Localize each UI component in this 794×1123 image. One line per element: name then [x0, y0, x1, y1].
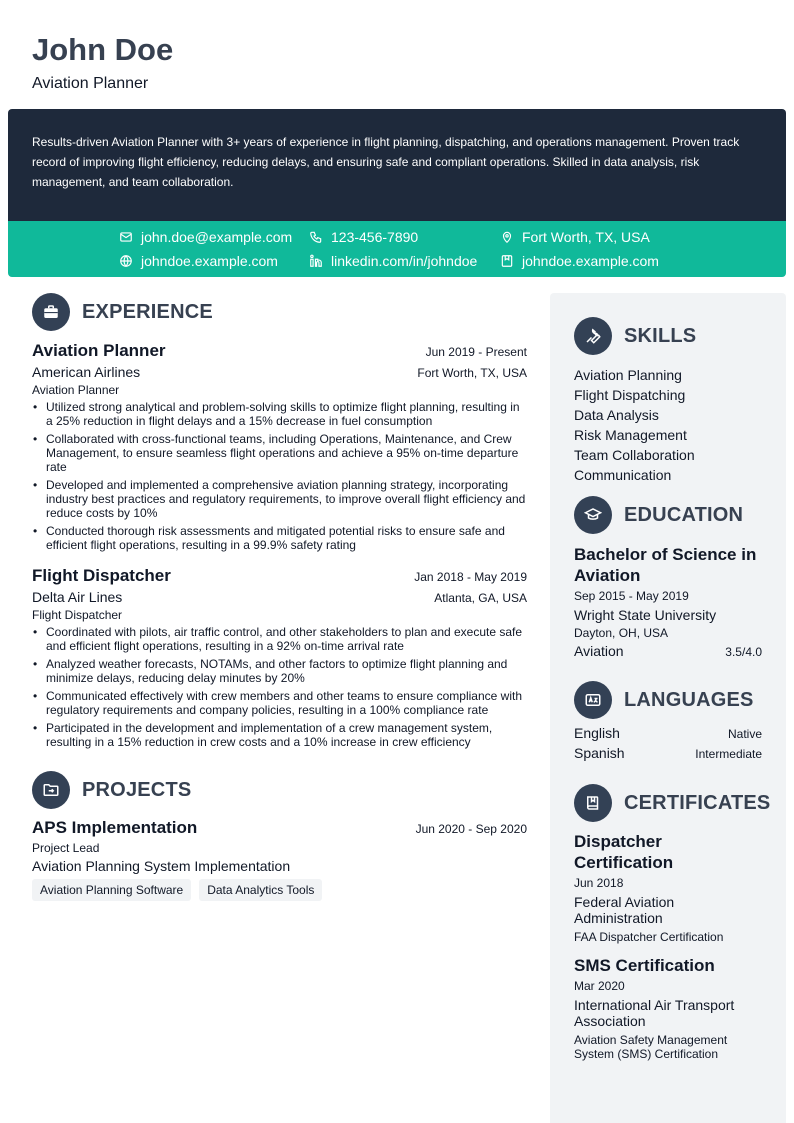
contact-location [500, 227, 650, 247]
main-column [32, 293, 527, 901]
certificate-detail: Aviation Safety Management System (SMS) Certification [574, 1033, 728, 1061]
education-title: EDUCATION [624, 503, 744, 526]
job-position: Aviation Planner [32, 341, 166, 360]
job-position: Flight Dispatcher [32, 566, 171, 585]
certificate-name: Dispatcher Certification [574, 832, 674, 872]
job-role: Flight Dispatcher [32, 608, 123, 622]
summary-text: Results-driven Aviation Planner with 3+ years of experience in flight planning, dispatching, and operations management. Proven track record of improving flight efficiency, reducing delays, and ensuring safe and compliant operations. Skilled in data analysis, risk management, and team collaboration. [8, 109, 786, 221]
certificate-detail: FAA Dispatcher Certification [574, 930, 724, 944]
projects-title: PROJECTS [82, 778, 192, 801]
project-tags [32, 879, 527, 901]
job-bullets [32, 625, 527, 749]
education-section [574, 496, 762, 663]
bullet-item: • Conducted thorough risk assessments and mitigated potential risks to ensure safe and efficient flight operations, resulting in a 99.9% safety rating [32, 524, 527, 552]
mail-icon [119, 230, 133, 244]
language-name: Spanish [574, 745, 625, 761]
gpa: 3.5/4.0 [725, 645, 762, 659]
linkedin-text: linkedin.com/in/johndoe [331, 253, 478, 269]
job-role: Aviation Planner [32, 383, 120, 397]
website-text: johndoe.example.com [141, 253, 278, 269]
job-company: American Airlines [32, 364, 141, 380]
certificates-section [574, 784, 771, 1061]
education-date: Sep 2015 - May 2019 [574, 589, 689, 603]
project-description: Aviation Planning System Implementation [32, 858, 291, 874]
job-bullets [32, 400, 527, 552]
job-title: Aviation Planner [32, 75, 149, 92]
contact-bar [8, 221, 786, 277]
certificate-item [574, 831, 762, 944]
certificate-issuer: International Air Transport Association [574, 997, 735, 1029]
certificate-name: SMS Certification [574, 956, 715, 975]
language-level: Native [727, 727, 762, 741]
skill-item: Risk Management [574, 427, 687, 443]
skills-list [574, 365, 762, 485]
certificate-date: Mar 2020 [574, 979, 625, 993]
tag: Aviation Planning Software [32, 879, 191, 901]
skill-item: Aviation Planning [574, 367, 682, 383]
phone-icon [309, 230, 323, 244]
school-location: Dayton, OH, USA [574, 626, 669, 640]
wrench-icon [574, 317, 612, 355]
tag: Data Analytics Tools [199, 879, 322, 901]
skill-item: Team Collaboration [574, 447, 695, 463]
globe-icon [119, 254, 133, 268]
linkedin-icon [309, 254, 323, 268]
skill-item: Communication [574, 467, 672, 483]
education-heading [574, 496, 762, 534]
folder-icon [32, 771, 70, 809]
graduation-cap-icon [574, 496, 612, 534]
certificate-date: Jun 2018 [574, 876, 624, 890]
experience-title: EXPERIENCE [82, 300, 213, 323]
job-date: Jun 2019 - Present [425, 345, 527, 359]
skill-item: Flight Dispatching [574, 387, 686, 403]
skills-section [574, 317, 762, 485]
experience-item [32, 341, 527, 552]
portfolio-text: johndoe.example.com [522, 253, 659, 269]
languages-heading [574, 681, 762, 719]
sidebar [550, 293, 786, 1123]
certificate-item [574, 955, 762, 1061]
job-date: Jan 2018 - May 2019 [414, 570, 527, 584]
language-row [574, 745, 762, 765]
bullet-item: • Communicated effectively with crew members and other teams to ensure compliance with regulatory requirements and company policies, resulting in a 100% compliance rate [32, 689, 527, 717]
projects-heading [32, 771, 527, 809]
job-location: Fort Worth, TX, USA [417, 366, 527, 380]
language-name: English [574, 725, 620, 741]
bullet-item: • Coordinated with pilots, air traffic control, and other stakeholders to plan and execute safe and efficient flight operations, resulting in a 92% on-time arrival rate [32, 625, 527, 653]
bullet-item: • Analyzed weather forecasts, NOTAMs, and other factors to optimize flight planning and minimize delays, reducing delay minutes by 20% [32, 657, 527, 685]
certificates-heading [574, 784, 771, 822]
contact-portfolio[interactable] [500, 251, 659, 271]
field-of-study: Aviation [574, 643, 624, 659]
portfolio-icon [500, 254, 514, 268]
languages-list [574, 725, 762, 765]
location-text: Fort Worth, TX, USA [522, 229, 650, 245]
briefcase-icon [32, 293, 70, 331]
job-location: Atlanta, GA, USA [434, 591, 527, 605]
resume-header [32, 30, 173, 94]
experience-heading [32, 293, 527, 331]
project-item [32, 818, 527, 901]
project-title: APS Implementation [32, 818, 198, 837]
language-level: Intermediate [695, 747, 762, 761]
certificate-issuer: Federal Aviation Administration [574, 894, 675, 926]
book-icon [574, 784, 612, 822]
degree: Bachelor of Science in Aviation [574, 545, 757, 585]
certificates-title: CERTIFICATES [624, 791, 771, 814]
email-text: john.doe@example.com [141, 229, 293, 245]
bullet-item: • Collaborated with cross-functional teams, including Operations, Maintenance, and Crew Management, to ensure seamless flight operations and achieve a 95% on-time departure rate [32, 432, 527, 474]
person-name: John Doe [32, 32, 174, 67]
project-date: Jun 2020 - Sep 2020 [415, 822, 527, 836]
contact-linkedin[interactable] [309, 251, 477, 271]
phone-text: 123-456-7890 [331, 229, 419, 245]
skill-item: Data Analysis [574, 407, 659, 423]
contact-email[interactable] [119, 227, 292, 247]
bullet-item: • Developed and implemented a comprehensive aviation planning strategy, incorporating industry best practices and regulatory requirements, to improve overall flight efficiency and reduce costs by 10% [32, 478, 527, 520]
bullet-item: • Utilized strong analytical and problem-solving skills to optimize flight planning, resulting in a 25% reduction in flight delays and a 15% decrease in fuel consumption [32, 400, 527, 428]
contact-phone[interactable] [309, 227, 418, 247]
field-gpa-row [574, 643, 762, 663]
job-company: Delta Air Lines [32, 589, 123, 605]
map-pin-icon [500, 230, 514, 244]
bullet-item: • Participated in the development and implementation of a crew management system, resulting in a 15% reduction in crew costs and a 10% increase in crew efficiency [32, 721, 527, 749]
summary-panel [8, 109, 786, 277]
languages-section [574, 681, 762, 765]
languages-title: LANGUAGES [624, 688, 754, 711]
skills-heading [574, 317, 762, 355]
language-row [574, 725, 762, 745]
school: Wright State University [574, 607, 717, 623]
experience-item [32, 566, 527, 749]
translate-icon [574, 681, 612, 719]
skills-title: SKILLS [624, 324, 697, 347]
project-role: Project Lead [32, 841, 100, 855]
contact-website[interactable] [119, 251, 278, 271]
